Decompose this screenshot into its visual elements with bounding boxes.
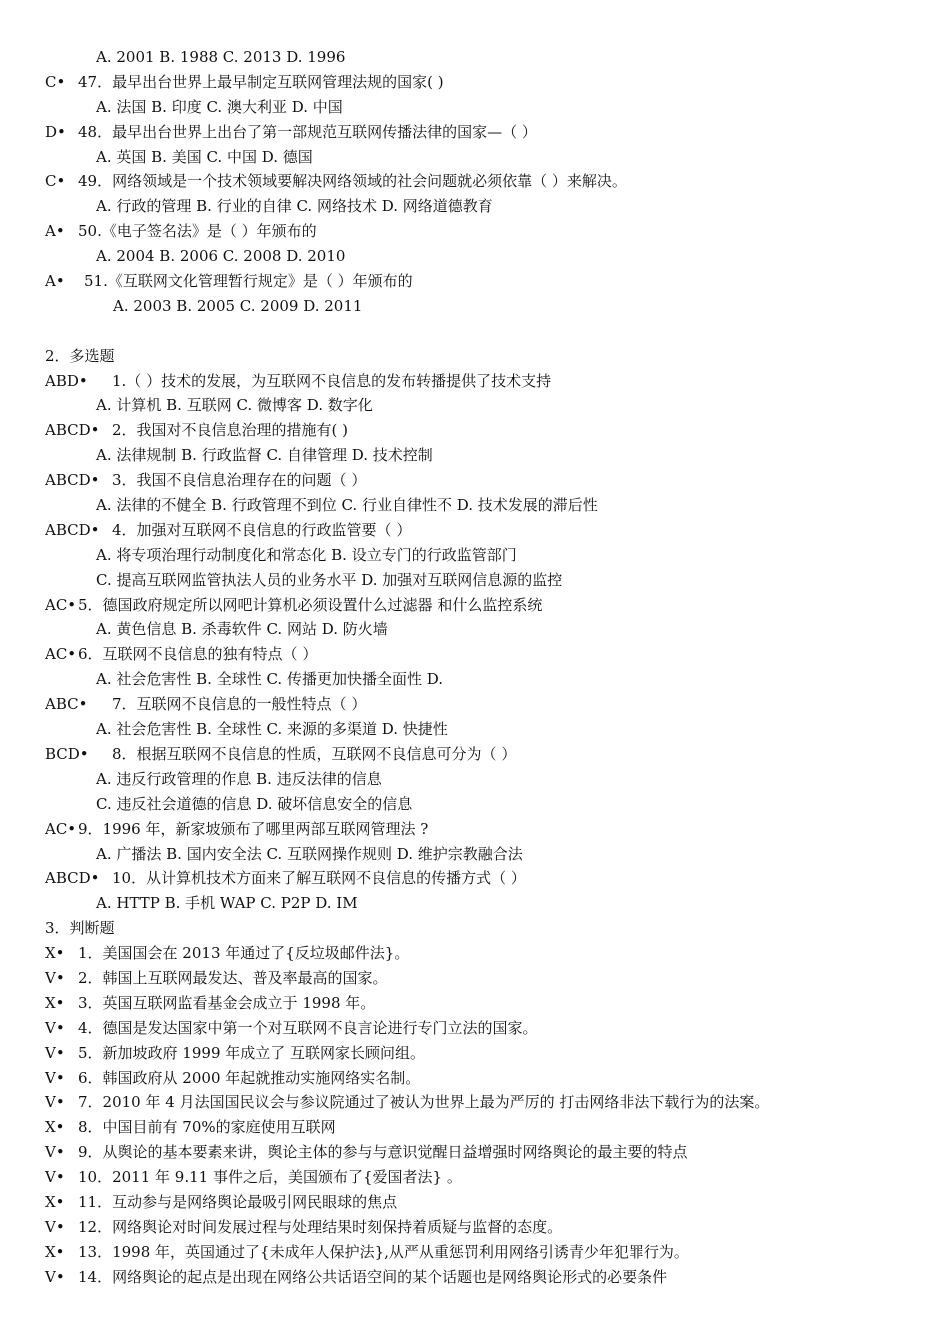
question-text: 10．2011 年 9.11 事件之后，美国颁布了{爱国者法} 。 <box>78 1168 462 1187</box>
answer-key: ABCD• <box>45 471 100 490</box>
answer-key: ABCD• <box>45 520 100 539</box>
answer-key: A• <box>45 272 65 291</box>
document-body <box>0 45 950 1290</box>
options-text: C. 违反社会道德的信息 D. 破坏信息安全的信息 <box>96 794 413 813</box>
options-text: A. 2003 B. 2005 C. 2009 D. 2011 <box>113 296 363 315</box>
answer-key: ABC• <box>45 695 88 714</box>
options-line <box>0 717 950 742</box>
question-text: 50.《电子签名法》是（ ）年颁布的 <box>78 222 317 241</box>
options-text: A. 违反行政管理的作息 B. 违反法律的信息 <box>96 769 382 788</box>
question-text: 7．互联网不良信息的一般性特点（ ） <box>112 695 367 714</box>
options-text: A. 2001 B. 1988 C. 2013 D. 1996 <box>96 48 346 66</box>
question-line <box>0 1240 950 1265</box>
question-line <box>0 369 950 394</box>
question-line <box>0 468 950 493</box>
question-line <box>0 1215 950 1240</box>
options-line <box>0 543 950 568</box>
answer-key: ABCD• <box>45 869 100 888</box>
question-line <box>0 269 950 294</box>
question-text: 49．网络领域是一个技术领域要解决网络领域的社会问题就必须依靠（ ）来解决。 <box>78 172 627 191</box>
question-text: 47．最早出台世界上最早制定互联网管理法规的国家( ) <box>78 72 444 91</box>
question-line <box>0 1090 950 1115</box>
answer-key: V• <box>45 1043 65 1062</box>
question-line <box>0 817 950 842</box>
question-text: 8．根据互联网不良信息的性质，互联网不良信息可分为（ ） <box>112 744 517 763</box>
options-line <box>0 194 950 219</box>
question-line <box>0 120 950 145</box>
answer-key: ABCD• <box>45 421 100 440</box>
options-text: A. 社会危害性 B. 全球性 C. 传播更加快播全面性 D. <box>96 670 443 689</box>
options-line <box>0 45 950 70</box>
answer-key: C• <box>45 172 66 191</box>
answer-key: D• <box>45 122 66 141</box>
answer-key: V• <box>45 968 65 987</box>
section-title: 3．判断题 <box>45 919 115 938</box>
question-line <box>0 418 950 443</box>
question-text: 6．互联网不良信息的独有特点（ ） <box>78 645 318 664</box>
question-text: 3．英国互联网监看基金会成立于 1998 年。 <box>78 993 376 1012</box>
options-text: A. 2004 B. 2006 C. 2008 D. 2010 <box>96 247 346 266</box>
options-text: A. 英国 B. 美国 C. 中国 D. 德国 <box>96 147 313 166</box>
section-heading <box>0 916 950 941</box>
answer-key: V• <box>45 1018 65 1037</box>
options-text: A. 广播法 B. 国内安全法 C. 互联网操作规则 D. 维护宗教融合法 <box>96 844 523 863</box>
question-text: 9．1996 年，新家坡颁布了哪里两部互联网管理法 ? <box>78 819 429 838</box>
options-line <box>0 667 950 692</box>
question-line <box>0 518 950 543</box>
answer-key: V• <box>45 1143 65 1162</box>
question-line <box>0 742 950 767</box>
question-text: 7．2010 年 4 月法国国民议会与参议院通过了被认为世界上最为严厉的 打击网络非法下载行为的法案。 <box>78 1093 770 1112</box>
answer-key: X• <box>45 1192 65 1211</box>
options-text: A. 将专项治理行动制度化和常态化 B. 设立专门的行政监管部门 <box>96 545 517 564</box>
question-text: 51.《互联网文化管理暂行规定》是（ ）年颁布的 <box>84 272 413 291</box>
options-line <box>0 244 950 269</box>
answer-key: AC• <box>45 595 77 614</box>
question-line <box>0 169 950 194</box>
options-line <box>0 617 950 642</box>
question-line <box>0 991 950 1016</box>
options-line <box>0 891 950 916</box>
blank-line <box>0 319 950 344</box>
question-line <box>0 1165 950 1190</box>
question-text: 1.（ ）技术的发展，为互联网不良信息的发布转播提供了技术支持 <box>112 371 552 390</box>
question-line <box>0 1041 950 1066</box>
answer-key: V• <box>45 1168 65 1187</box>
question-text: 5．德国政府规定所以网吧计算机必须设置什么过滤器 和什么监控系统 <box>78 595 543 614</box>
question-line <box>0 692 950 717</box>
section-heading <box>0 344 950 369</box>
question-line <box>0 941 950 966</box>
options-text: A. 行政的管理 B. 行业的自律 C. 网络技术 D. 网络道德教育 <box>96 197 493 216</box>
question-text: 9．从舆论的基本要素来讲，舆论主体的参与与意识觉醒日益增强时网络舆论的最主要的特点 <box>78 1143 688 1162</box>
options-line <box>0 568 950 593</box>
options-line <box>0 842 950 867</box>
question-text: 48．最早出台世界上出台了第一部规范互联网传播法律的国家—（ ） <box>78 122 537 141</box>
answer-key: V• <box>45 1093 65 1112</box>
options-line <box>0 393 950 418</box>
question-text: 13．1998 年，英国通过了{未成年人保护法},从严从重惩罚利用网络引诱青少年犯罪行为。 <box>78 1242 689 1261</box>
question-text: 4．德国是发达国家中第一个对互联网不良言论进行专门立法的国家。 <box>78 1018 538 1037</box>
answer-key: AC• <box>45 645 77 664</box>
answer-key: X• <box>45 1242 65 1261</box>
options-line <box>0 767 950 792</box>
question-line <box>0 593 950 618</box>
options-text: A. HTTP B. 手机 WAP C. P2P D. IM <box>96 894 358 913</box>
options-text: A. 法律规制 B. 行政监督 C. 自律管理 D. 技术控制 <box>96 446 433 465</box>
options-line <box>0 145 950 170</box>
options-line <box>0 792 950 817</box>
question-text: 8．中国目前有 70%的家庭使用互联网 <box>78 1118 336 1137</box>
question-line <box>0 1140 950 1165</box>
options-text: A. 计算机 B. 互联网 C. 微博客 D. 数字化 <box>96 396 373 415</box>
question-text: 4．加强对互联网不良信息的行政监管要（ ） <box>112 520 412 539</box>
question-text: 10．从计算机技术方面来了解互联网不良信息的传播方式（ ） <box>112 869 526 888</box>
options-text: A. 法国 B. 印度 C. 澳大利亚 D. 中国 <box>96 97 343 116</box>
question-line <box>0 1115 950 1140</box>
question-text: 12．网络舆论对时间发展过程与处理结果时刻保持着质疑与监督的态度。 <box>78 1217 563 1236</box>
options-line <box>0 443 950 468</box>
question-line <box>0 219 950 244</box>
question-text: 6．韩国政府从 2000 年起就推动实施网络实名制。 <box>78 1068 421 1087</box>
options-text: C. 提高互联网监管执法人员的业务水平 D. 加强对互联网信息源的监控 <box>96 570 563 589</box>
answer-key: X• <box>45 1118 65 1137</box>
question-text: 11．互动参与是网络舆论最吸引网民眼球的焦点 <box>78 1192 398 1211</box>
answer-key: V• <box>45 1267 65 1286</box>
question-text: 5．新加坡政府 1999 年成立了 互联网家长顾问组。 <box>78 1043 426 1062</box>
answer-key: BCD• <box>45 744 89 763</box>
answer-key: A• <box>45 222 65 241</box>
answer-key: V• <box>45 1217 65 1236</box>
answer-key: V• <box>45 1068 65 1087</box>
section-title: 2．多选题 <box>45 346 115 365</box>
options-line <box>0 95 950 120</box>
answer-key: X• <box>45 944 65 963</box>
question-text: 2．韩国上互联网最发达、普及率最高的国家。 <box>78 968 388 987</box>
question-line <box>0 1016 950 1041</box>
options-text: A. 法律的不健全 B. 行政管理不到位 C. 行业自律性不 D. 技术发展的滞后性 <box>96 496 598 515</box>
question-line <box>0 642 950 667</box>
question-line <box>0 1265 950 1290</box>
answer-key: AC• <box>45 819 77 838</box>
question-text: 3．我国不良信息治理存在的问题（ ） <box>112 471 367 490</box>
options-line <box>0 493 950 518</box>
question-line <box>0 966 950 991</box>
options-text: A. 社会危害性 B. 全球性 C. 来源的多渠道 D. 快捷性 <box>96 720 448 739</box>
answer-key: C• <box>45 72 66 91</box>
answer-key: X• <box>45 993 65 1012</box>
question-line <box>0 1066 950 1091</box>
answer-key: ABD• <box>45 371 88 390</box>
question-line <box>0 70 950 95</box>
question-line <box>0 866 950 891</box>
options-line <box>0 294 950 319</box>
question-text: 2．我国对不良信息治理的措施有( ) <box>112 421 349 440</box>
question-text: 14．网络舆论的起点是出现在网络公共话语空间的某个话题也是网络舆论形式的必要条件 <box>78 1267 668 1286</box>
options-text: A. 黄色信息 B. 杀毒软件 C. 网站 D. 防火墙 <box>96 620 388 639</box>
question-text: 1．美国国会在 2013 年通过了{反垃圾邮件法}。 <box>78 944 410 963</box>
question-line <box>0 1190 950 1215</box>
